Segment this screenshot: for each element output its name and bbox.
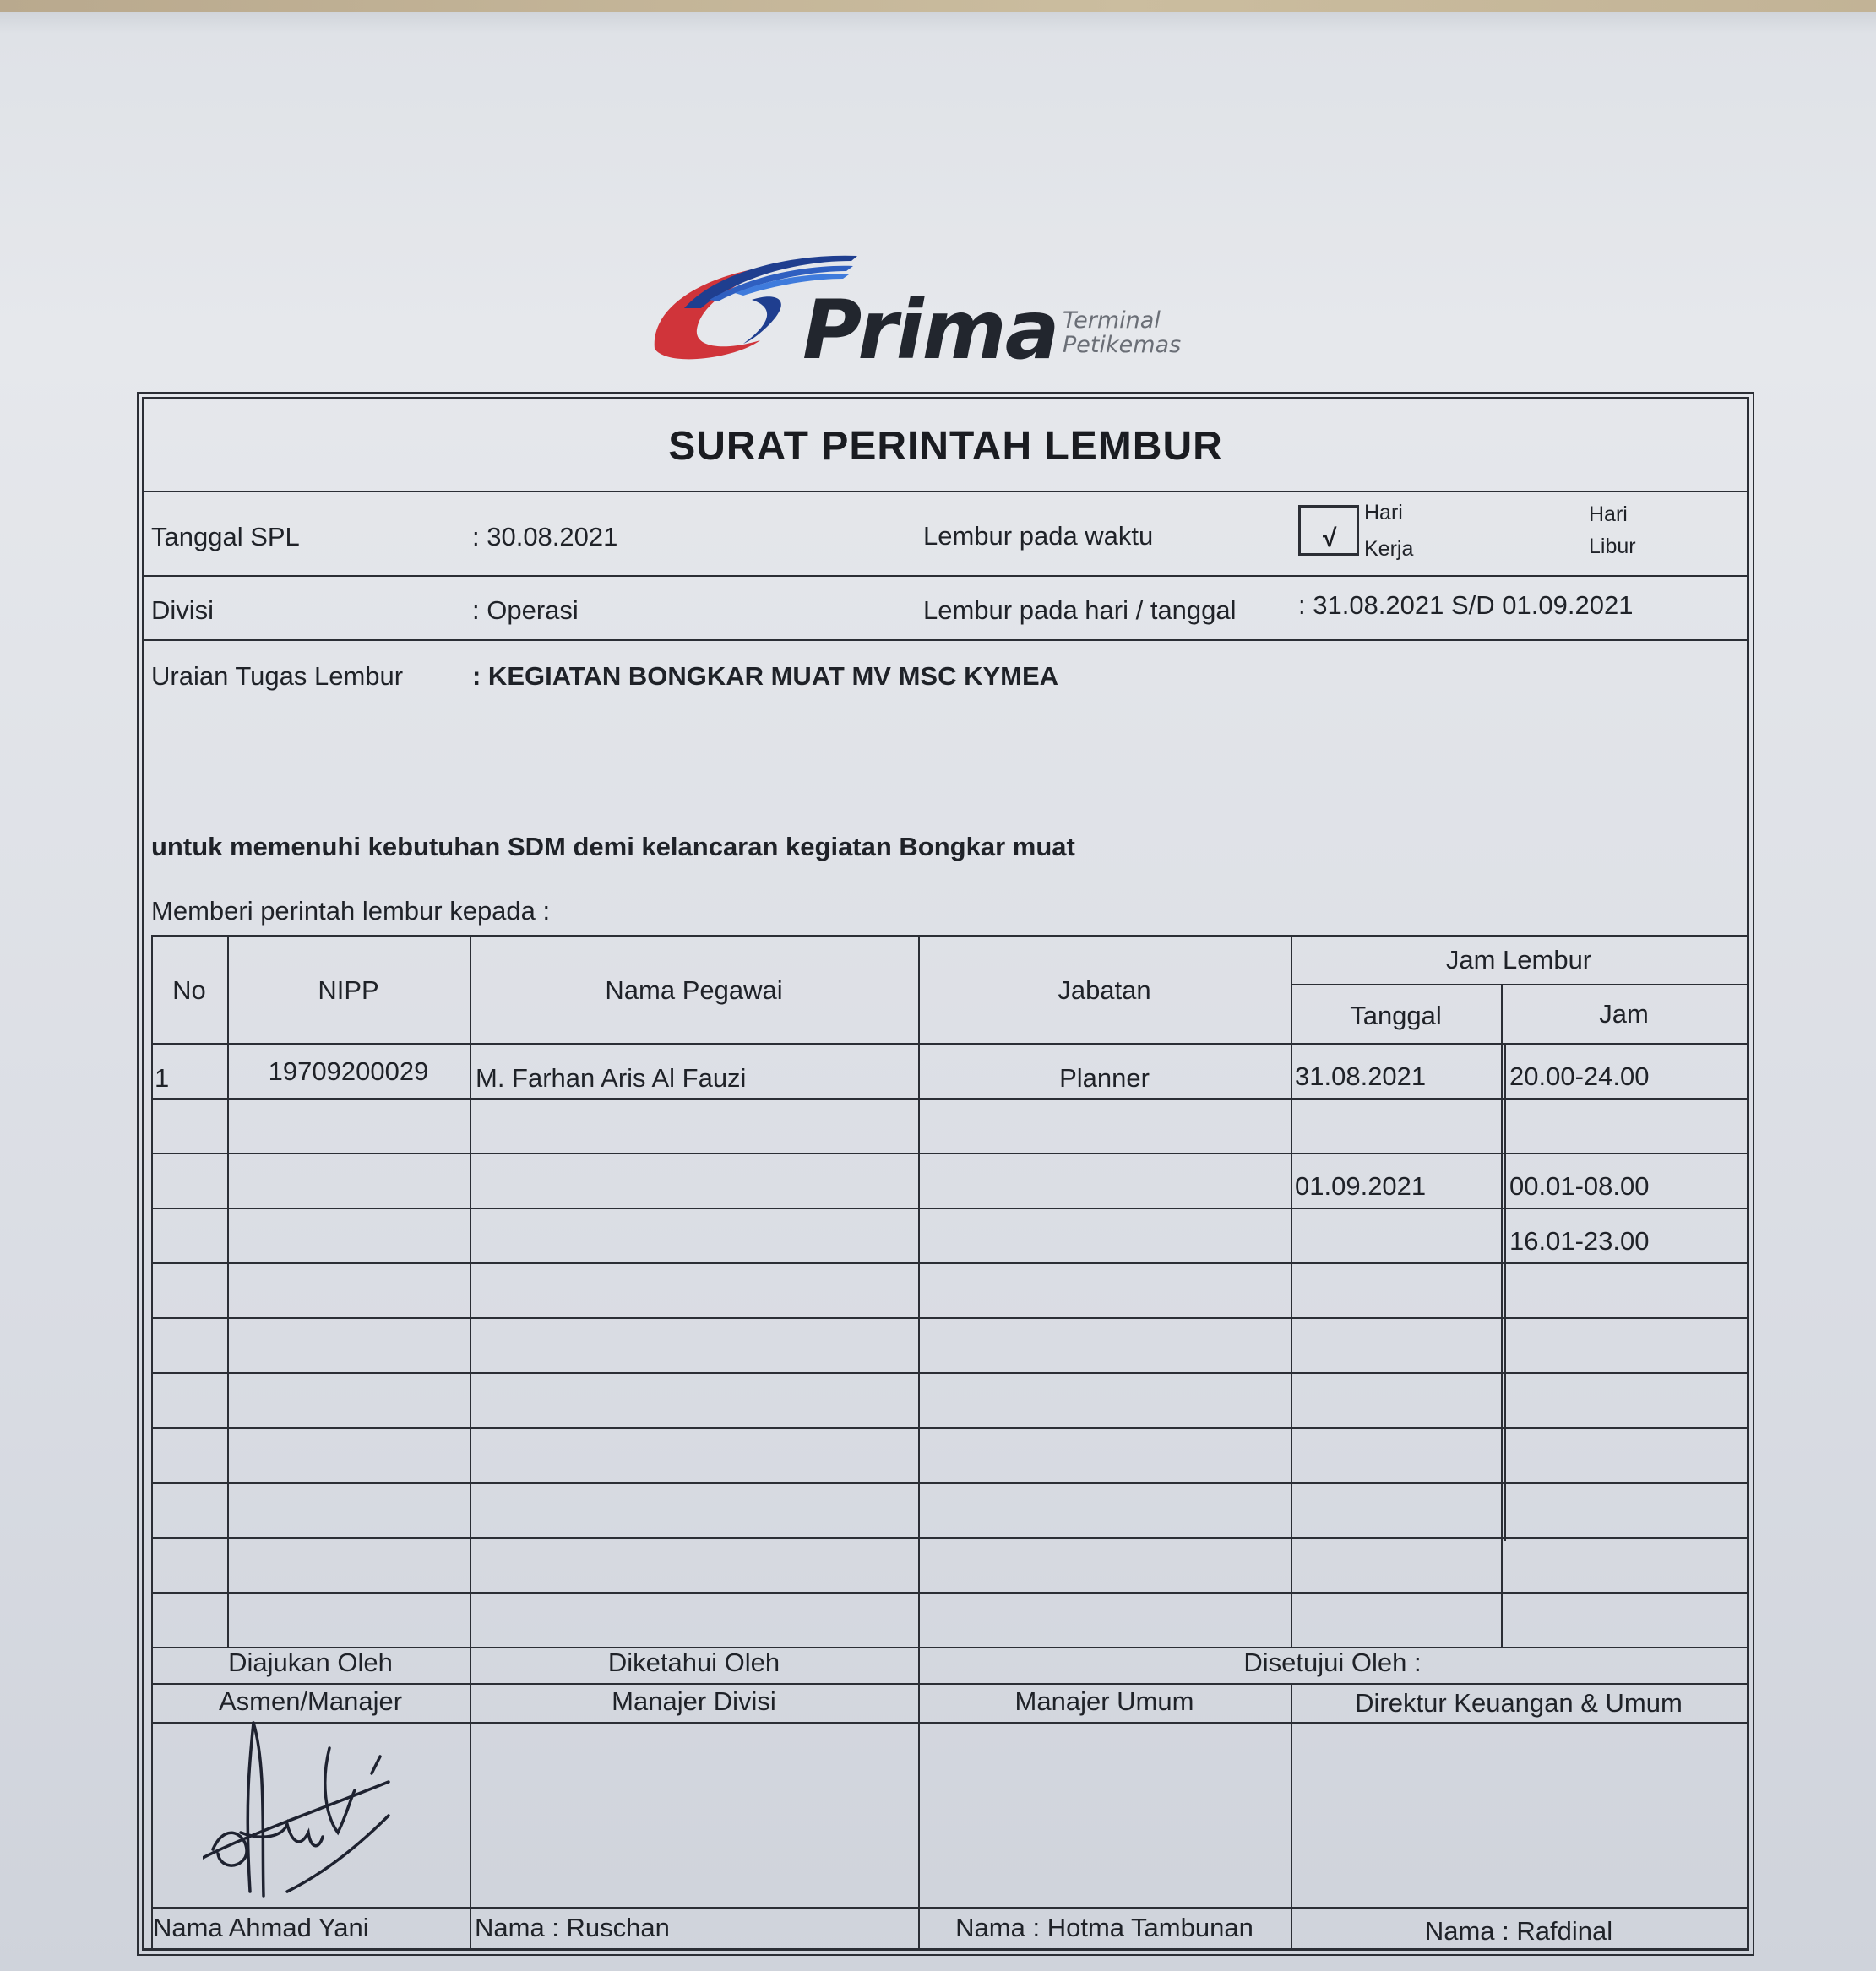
row-1-jabatan: Planner <box>1059 1063 1150 1093</box>
role-direktur: Direktur Keuangan & Umum <box>1355 1688 1683 1718</box>
role-manajer-divisi: Manajer Divisi <box>612 1686 776 1716</box>
col-nipp: NIPP <box>318 975 379 1005</box>
row-1-tanggal: 31.08.2021 <box>1295 1062 1427 1091</box>
prima-logo <box>650 249 1191 376</box>
role-manajer-umum: Manajer Umum <box>1014 1686 1194 1716</box>
name-hotma: Nama : Hotma Tambunan <box>955 1913 1253 1942</box>
lembur-tanggal-value: : 31.08.2021 S/D 01.09.2021 <box>1298 590 1634 620</box>
col-jabatan: Jabatan <box>1058 975 1151 1005</box>
hari-kerja-checkbox[interactable] <box>1298 505 1359 556</box>
col-nama: Nama Pegawai <box>605 975 783 1005</box>
name-rafdinal: Nama : Rafdinal <box>1424 1916 1613 1946</box>
paper-edge <box>0 0 1876 12</box>
col-no: No <box>172 975 206 1005</box>
hari-kerja-label-2: Kerja <box>1364 537 1414 561</box>
lembur-tanggal-label: Lembur pada hari / tanggal <box>923 595 1237 625</box>
checkmark-icon: √ <box>1323 524 1337 552</box>
col-jam-lembur: Jam Lembur <box>1445 945 1592 975</box>
hari-kerja-label-1: Hari <box>1364 501 1403 524</box>
purpose-text: untuk memenuhi kebutuhan SDM demi kelancaran kegiatan Bongkar muat <box>151 832 1075 861</box>
divisi-label: Divisi <box>151 595 215 625</box>
uraian-label: Uraian Tugas Lembur <box>151 661 404 691</box>
row-1-nipp: 19709200029 <box>268 1056 429 1086</box>
brand-subtitle: Terminal Petikemas <box>1063 307 1182 358</box>
brand-name: Prima <box>802 283 1058 377</box>
col-tanggal: Tanggal <box>1350 1001 1442 1030</box>
disetujui-label: Disetujui Oleh : <box>1243 1648 1422 1677</box>
role-asmen: Asmen/Manajer <box>218 1686 403 1716</box>
diketahui-label: Diketahui Oleh <box>607 1648 780 1677</box>
name-ahmad-yani: Nama Ahmad Yani <box>153 1913 369 1942</box>
divisi-value: : Operasi <box>472 595 579 625</box>
tanggal-spl-label: Tanggal SPL <box>151 522 300 551</box>
hari-libur-label-1: Hari <box>1589 502 1628 526</box>
instruction-text: Memberi perintah lembur kepada : <box>151 896 551 926</box>
col-jam: Jam <box>1599 999 1649 1029</box>
row-3-jam: 00.01-08.00 <box>1509 1171 1650 1201</box>
lembur-waktu-label: Lembur pada waktu <box>923 521 1154 551</box>
diajukan-label: Diajukan Oleh <box>228 1648 393 1677</box>
hari-libur-label-2: Libur <box>1589 535 1636 558</box>
uraian-value: : KEGIATAN BONGKAR MUAT MV MSC KYMEA <box>472 661 1059 691</box>
signature-mark <box>203 1714 405 1917</box>
tanggal-spl-value: : 30.08.2021 <box>472 522 618 551</box>
row-4-jam: 16.01-23.00 <box>1509 1226 1650 1256</box>
name-ruschan: Nama : Ruschan <box>475 1913 670 1942</box>
row-3-tanggal: 01.09.2021 <box>1295 1171 1427 1201</box>
row-1-nama: M. Farhan Aris Al Fauzi <box>476 1063 747 1093</box>
row-1-jam: 20.00-24.00 <box>1509 1062 1650 1091</box>
row-1-no: 1 <box>155 1063 170 1093</box>
form-title: SURAT PERINTAH LEMBUR <box>668 424 1223 469</box>
